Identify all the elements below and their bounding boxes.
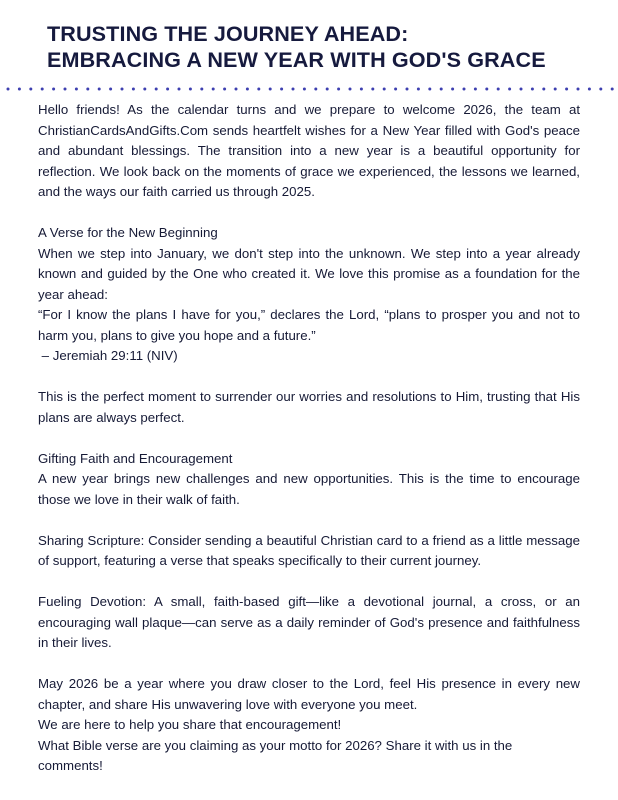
divider-dot [554, 88, 557, 91]
divider-dot [531, 88, 534, 91]
verse-quote: “For I know the plans I have for you,” declares the Lord, “plans to prosper you and not to harm you, plans to give you hope and a future.” [38, 307, 580, 343]
divider-dot [292, 88, 295, 91]
gifting-heading: Gifting Faith and Encouragement [38, 450, 233, 466]
closing-section [38, 674, 580, 777]
verse-citation: – Jeremiah 29:11 (NIV) [38, 348, 178, 363]
divider-dot [542, 88, 545, 91]
divider-dot [143, 88, 146, 91]
divider-dot [18, 88, 21, 91]
divider-dot [98, 88, 101, 91]
divider-dot [497, 88, 500, 91]
divider-dot [109, 88, 112, 91]
divider-dot [155, 88, 158, 91]
divider-dot [440, 88, 443, 91]
divider-dot [417, 88, 420, 91]
divider-dot [303, 88, 306, 91]
divider-dot [52, 88, 55, 91]
divider-dot [383, 88, 386, 91]
divider-dot [121, 88, 124, 91]
divider-dot [611, 88, 614, 91]
title-line-1: TRUSTING THE JOURNEY AHEAD: [47, 21, 409, 46]
intro-paragraph: Hello friends! As the calendar turns and we prepare to welcome 2026, the team at ChristianCardsAndGifts.Com sends heartfelt wishes for a New Year filled with God's peace and abundant blessings. The transition into a new year is a beautiful opportunity for reflection. We look back on the moments of grace we experienced, the lessons we learned, and the ways our faith carried us through 2025. [38, 102, 580, 199]
divider-dot [565, 88, 568, 91]
sharing-scripture-paragraph: Sharing Scripture: Consider sending a beautiful Christian card to a friend as a little message of support, featuring a verse that speaks specifically to their current journey. [38, 532, 580, 568]
divider-dot [326, 88, 329, 91]
verse-section [38, 223, 580, 367]
divider-dot [394, 88, 397, 91]
divider-dot [246, 88, 249, 91]
divider-dot [451, 88, 454, 91]
divider-dot [474, 88, 477, 91]
divider-dot [235, 88, 238, 91]
divider-dot [178, 88, 181, 91]
divider-dot [132, 88, 135, 91]
divider-dot [337, 88, 340, 91]
divider-dot [485, 88, 488, 91]
gifting-text: A new year brings new challenges and new opportunities. This is the time to encourage those we love in their walk of faith. [38, 471, 580, 507]
divider-dot [463, 88, 466, 91]
page-title [47, 21, 607, 73]
closing-question: What Bible verse are you claiming as your motto for 2026? Share it with us in the comments! [38, 737, 513, 773]
verse-intro-text: When we step into January, we don't step into the unknown. We step into a year already known and guided by the One who created it. We love this promise as a foundation for the year ahead: [38, 245, 580, 302]
divider-dot [75, 88, 78, 91]
divider-dot [588, 88, 591, 91]
divider-dot [29, 88, 32, 91]
dotted-divider [0, 84, 618, 94]
divider-dot [406, 88, 409, 91]
divider-dot [428, 88, 431, 91]
title-line-2: EMBRACING A NEW YEAR WITH GOD'S GRACE [47, 47, 546, 72]
divider-dot [166, 88, 169, 91]
divider-dot [223, 88, 226, 91]
divider-dot [371, 88, 374, 91]
divider-dot [280, 88, 283, 91]
divider-dot [200, 88, 203, 91]
divider-dot [577, 88, 580, 91]
divider-dot [349, 88, 352, 91]
divider-dot [508, 88, 511, 91]
divider-dot [269, 88, 272, 91]
divider-dot [599, 88, 602, 91]
divider-dot [189, 88, 192, 91]
divider-dot [360, 88, 363, 91]
surrender-paragraph: This is the perfect moment to surrender our worries and resolutions to Him, trusting that His plans are always perfect. [38, 389, 580, 425]
gifting-section [38, 449, 580, 511]
divider-dot [64, 88, 67, 91]
closing-blessing: May 2026 be a year where you draw closer to the Lord, feel His presence in every new chapter, and share His unwavering love with everyone you meet. [38, 676, 580, 712]
divider-dot [257, 88, 260, 91]
divider-dot [86, 88, 89, 91]
divider-dot [314, 88, 317, 91]
divider-dot [7, 88, 10, 91]
article-body [38, 100, 580, 777]
divider-dot [520, 88, 523, 91]
divider-dot [41, 88, 44, 91]
verse-heading: A Verse for the New Beginning [38, 225, 218, 240]
divider-dot [212, 88, 215, 91]
closing-help: We are here to help you share that encouragement! [38, 717, 342, 732]
fueling-devotion-paragraph: Fueling Devotion: A small, faith-based gift—like a devotional journal, a cross, or an encouraging wall plaque—can serve as a daily reminder of God's presence and faithfulness in their lives. [38, 594, 580, 650]
